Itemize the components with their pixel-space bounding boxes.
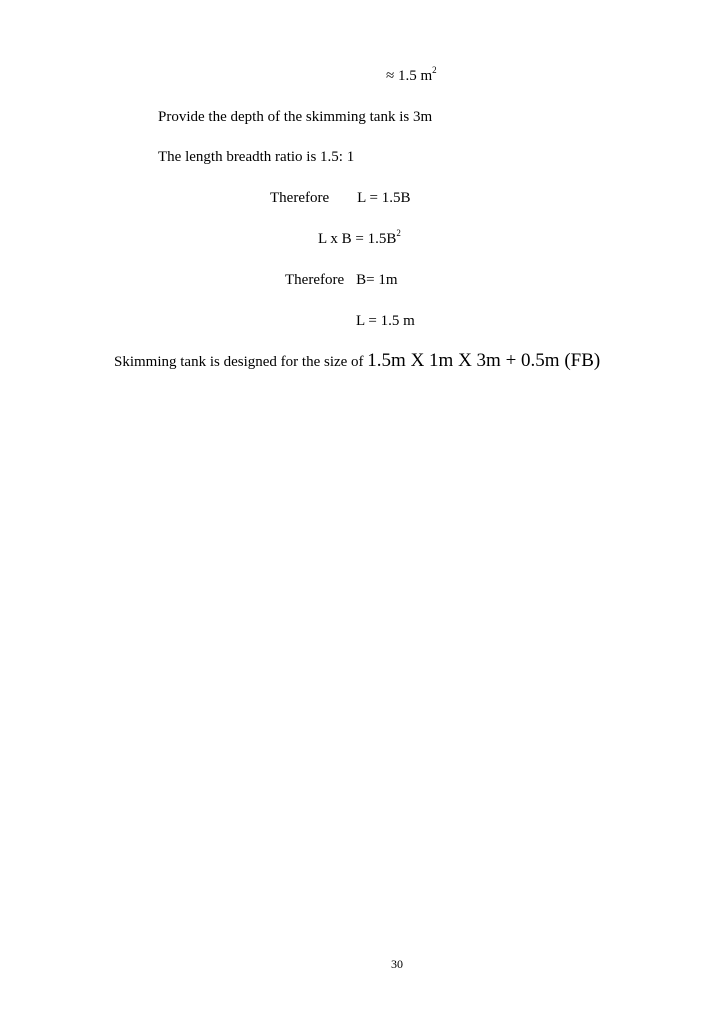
- breadth-equation: B= 1m: [356, 272, 398, 288]
- page-number: 30: [391, 957, 403, 971]
- depth-statement: Provide the depth of the skimming tank is 3m: [158, 109, 433, 125]
- therefore-breadth-equation: [285, 271, 398, 289]
- conclusion-statement: [114, 352, 600, 371]
- area-equation-text: L x B = 1.5B: [318, 231, 397, 247]
- area-approx-line: [386, 67, 437, 85]
- area-equation-exponent: 2: [396, 228, 401, 238]
- area-approx-text: ≈ 1.5 m: [386, 68, 433, 84]
- ratio-statement: The length breadth ratio is 1.5: 1: [158, 149, 355, 165]
- therefore-length-equation: [270, 189, 410, 207]
- length-result: L = 1.5 m: [356, 313, 415, 329]
- area-exponent: 2: [432, 65, 437, 75]
- length-equation: L = 1.5B: [357, 190, 411, 206]
- therefore-word: Therefore: [285, 272, 345, 288]
- area-equation-line: [318, 230, 401, 248]
- conclusion-text: Skimming tank is designed for the size of: [114, 354, 368, 370]
- tank-size-dimensions: 1.5m X 1m X 3m + 0.5m (FB): [367, 350, 601, 371]
- therefore-word: Therefore: [270, 190, 330, 206]
